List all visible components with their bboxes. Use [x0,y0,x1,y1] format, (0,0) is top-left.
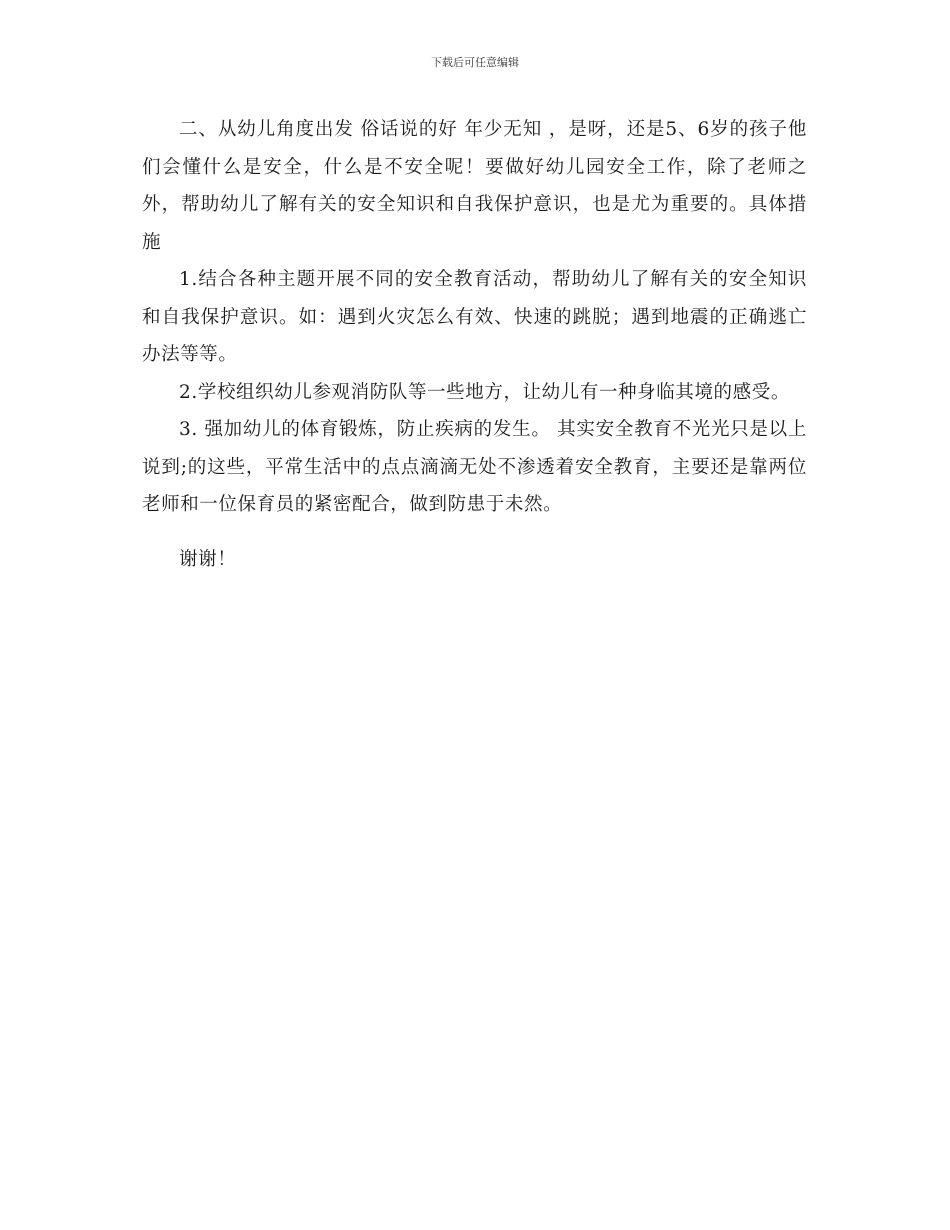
paragraph-perspective: 二、从幼儿角度出发 俗话说的好 年少无知 ，是呀，还是5、6岁的孩子他们会懂什么是安全，什么是不安全呢！要做好幼儿园安全工作，除了老师之外，帮助幼儿了解有关的安全知识和自我保护意识，也是尤为重要的。具体措施 [142,119,807,253]
page-header: 下载后可任意编辑 [431,56,519,69]
paragraph-measure-3: 3. 强加幼儿的体育锻炼，防止疾病的发生。 其实安全教育不光光只是以上说到;的这些，平常生活中的点点滴滴无处不渗透着安全教育，主要还是靠两位老师和一位保育员的紧密配合，做到防患于未然。 [142,419,807,515]
paragraph-measure-1: 1.结合各种主题开展不同的安全教育活动，帮助幼儿了解有关的安全知识和自我保护意识。如：遇到火灾怎么有效、快速的跳脱；遇到地震的正确逃亡办法等等。 [142,269,807,365]
paragraph-measure-2: 2.学校组织幼儿参观消防队等一些地方，让幼儿有一种身临其境的感受。 [179,381,790,403]
closing-thanks: 谢谢！ [179,548,237,570]
document-body [142,111,807,578]
